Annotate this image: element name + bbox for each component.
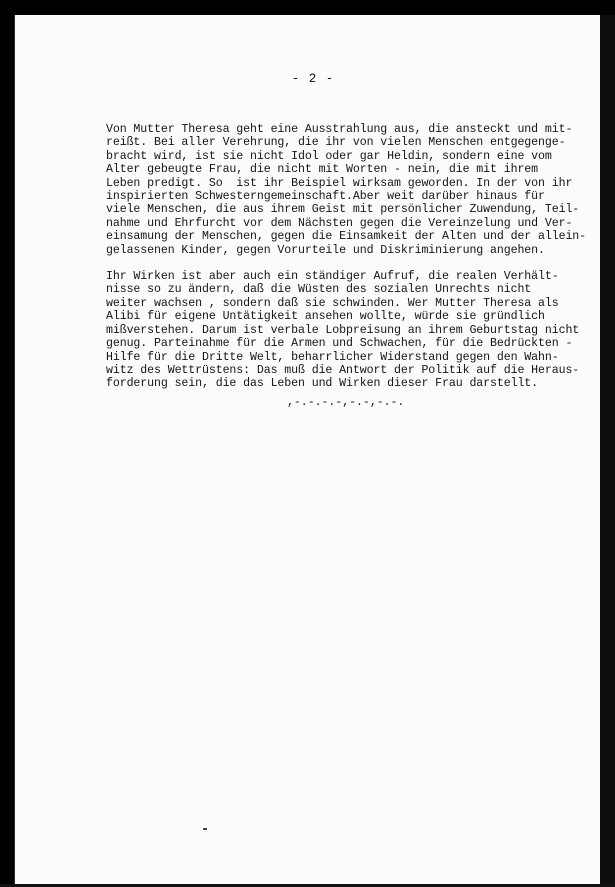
scan-speck [203,828,207,830]
text-line: mißverstehen. Darum ist verbale Lobpreisung an ihrem Geburtstag nicht [106,323,580,337]
text-line: Alter gebeugte Frau, die nicht mit Worten - nein, die mit ihrem [106,163,539,177]
text-line: reißt. Bei aller Verehrung, die ihr von vielen Menschen entgegenge- [106,136,566,150]
scan-border-right [600,15,615,887]
text-line: gelassenen Kinder, gegen Vorurteile und Diskriminierung angehen. [106,243,545,257]
page-number: - 2 - [291,72,335,86]
paragraph-2 [106,270,606,391]
paragraph-1 [106,123,606,257]
text-line: Alibi für eigene Untätigkeit ansehen wollte, würde sie gründlich [106,310,545,324]
section-separator: ,-.-.-.-,-.-,-.-. [287,396,405,409]
text-line: Von Mutter Theresa geht eine Ausstrahlung aus, die ansteckt und mit- [106,123,573,136]
text-line: witz des Wettrüstens: Das muß die Antwort der Politik auf die Heraus- [106,363,580,377]
text-line: nahme und Ehrfurcht vor dem Nächsten gegen die Vereinzelung und Ver- [106,216,573,230]
text-line: einsamung der Menschen, gegen die Einsamkeit der Alten und der allein- [106,230,587,244]
text-line: bracht wird, ist sie nicht Idol oder gar Heldin, sondern eine vom [106,149,552,163]
text-line: Leben predigt. So ist ihr Beispiel wirksam geworden. In der von ihr [106,176,573,190]
text-line: Ihr Wirken ist aber auch ein ständiger Aufruf, die realen Verhält- [106,270,559,284]
text-line: viele Menschen, die aus ihrem Geist mit persönlicher Zuwendung, Teil- [106,203,580,217]
text-line: weiter wachsen , sondern daß sie schwinden. Wer Mutter Theresa als [106,296,559,310]
text-line: genug. Parteinahme für die Armen und Schwachen, für die Bedrückten - [106,337,573,351]
text-line: Hilfe für die Dritte Welt, beharrlicher Widerstand gegen den Wahn- [106,350,559,364]
body-text [106,123,606,404]
document-page [14,15,611,884]
text-line: inspirierten Schwesterngemeinschaft.Aber weit darüber hinaus für [106,190,545,204]
text-line: nisse so zu ändern, daß die Wüsten des sozialen Unrechts nicht [106,283,532,297]
text-line: forderung sein, die das Leben und Wirken dieser Frau darstellt. [106,377,539,391]
